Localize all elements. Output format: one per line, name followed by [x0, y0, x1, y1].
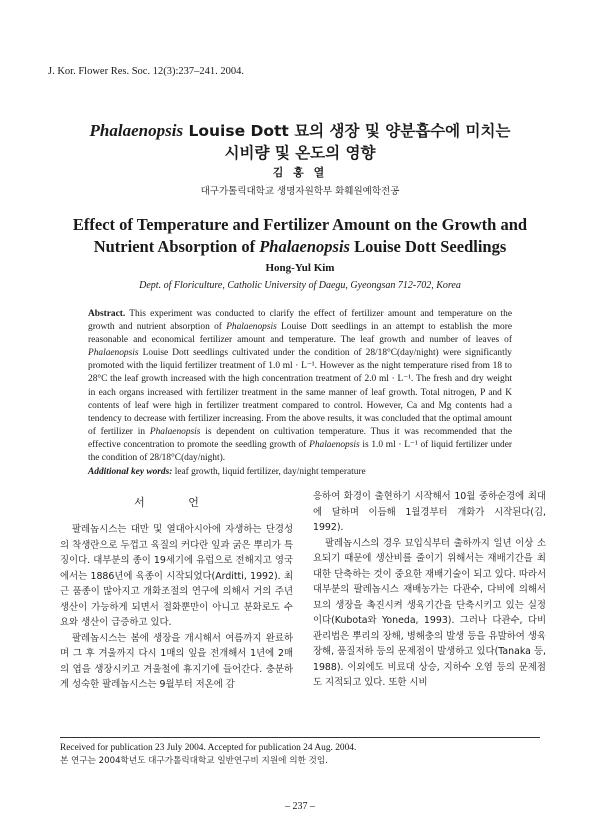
- left-paragraph-2: 팔레놉시스는 봄에 생장을 개시해서 여름까지 완료하며 그 후 겨울까지 다시 1매의 잎을 전개해서 1년에 2매의 엽을 생장시키고 겨울철에 휴지기에 들어간다. 충분하게 성숙한 팔레놉시스는 9월부터 저온에 감: [60, 632, 293, 690]
- footnote-divider: [60, 737, 540, 738]
- korean-title-line2: 시비량 및 온도의 영향: [224, 144, 376, 162]
- abstract-text-3: Louise Dott seedlings cultivated under the condition of 28/18°C(day/night) were significantly promoted with the liquid fertilizer treatment of 1.0 ml · L⁻¹. However as the night temperature rised from 18 to 28°C the leaf growth increased with the high concentration treatment of 2.0 ml · L⁻¹. The fresh and dry weight in each organs increased with fertilizer treatment in the same manner of leaf growth. Total nitrogen, P and K contents of leaf were high in fertilizer treatment compared to control. However, Ca and Mg contents had a tendency to decrease with fertilizer increasing. From the above results, it was concluded that the optimal amount of fertilizer in: [88, 348, 512, 437]
- abstract: [88, 308, 512, 465]
- page-number: – 237 –: [285, 801, 315, 812]
- footnotes: [60, 742, 356, 768]
- english-title: [0, 214, 600, 258]
- abstract-text-4: is dependent on cultivation temperature. Thus it was recommended that the effective concentration to promote the seedling growth of: [88, 426, 512, 450]
- left-paragraph-1: 팔레놉시스는 대만 및 열대아시아에 자생하는 단경성의 착생란으로 두껍고 육질의 커다란 잎과 굵은 뿌리가 특징이다. 대부분의 종이 19세기에 유럽으로 전해지고 영국에서는 1886년에 육종이 시작되었다(Arditti, 1992). 최근 품종이 많아지고 개화조절의 연구에 의해서 거의 주년생산이 가능하게 되면서 절화뿐만이 아니고 분화로도 수요와 생산이 급증하고 있다.: [60, 524, 293, 628]
- keywords: [88, 467, 512, 477]
- english-title-line2-pre: Nutrient Absorption of: [93, 237, 260, 256]
- korean-affiliation: 대구가톨릭대학교 생명자원학부 화훼원예학전공: [200, 186, 400, 197]
- abstract-italic-2: Phalaenopsis: [88, 348, 139, 359]
- keywords-text: leaf growth, liquid fertilizer, day/night temperature: [172, 467, 366, 477]
- abstract-text-1: This experiment was conducted to clarify the effect of fertilizer amount and temperature on the growth and nutrient absorption of: [88, 309, 512, 333]
- right-paragraph-1: 응하여 화경이 출현하기 시작해서 10월 중하순경에 최대에 달하며 이듬해 1월경부터 개화가 시작된다(김, 1992).: [313, 491, 546, 533]
- journal-citation: J. Kor. Flower Res. Soc. 12(3):237–241. 2004.: [48, 66, 244, 77]
- right-column: [313, 489, 546, 691]
- english-author: Hong-Yul Kim: [265, 262, 335, 274]
- received-note: Received for publication 23 July 2004. Accepted for publication 24 Aug. 2004.: [60, 743, 357, 753]
- english-title-italic: Phalaenopsis: [259, 237, 350, 256]
- abstract-italic-1: Phalaenopsis: [226, 322, 277, 333]
- korean-title-line1: Louise Dott 묘의 생장 및 양분흡수에 미치는: [183, 122, 511, 140]
- keywords-label: Additional key words:: [88, 467, 173, 477]
- korean-title-italic: Phalaenopsis: [89, 121, 184, 140]
- korean-title: [0, 120, 600, 164]
- abstract-text-5: is 1.0 ml · L⁻¹ of liquid fertilizer under the condition of 28/18°C(day/night).: [88, 439, 512, 464]
- abstract-italic-3: Phalaenopsis: [149, 426, 201, 437]
- funding-note: 본 연구는 2004학년도 대구가톨릭대학교 일반연구비 지원에 의한 것임.: [60, 756, 328, 766]
- abstract-text-2: Louise Dott seedlings in an attempt to establish the more reasonable and economical fertilizer amount and temperature. The leaf growth and number of leaves of: [88, 322, 512, 346]
- left-column: [60, 500, 293, 693]
- abstract-italic-4: Phalaenopsis: [309, 439, 360, 450]
- english-title-line2-post: Louise Dott Seedlings: [349, 237, 507, 256]
- section-heading-introduction: 서 언: [134, 496, 219, 509]
- abstract-label: Abstract.: [88, 309, 126, 319]
- english-affiliation: Dept. of Floriculture, Catholic University of Daegu, Gyeongsan 712-702, Korea: [139, 280, 461, 291]
- english-title-line1: Effect of Temperature and Fertilizer Amount on the Growth and: [72, 215, 528, 234]
- korean-author: 김 홍 열: [272, 166, 328, 179]
- right-paragraph-2: 팔레놉시스의 경우 묘입식부터 출하까지 일년 이상 소요되기 때문에 생산비를 줄이기 위해서는 재배기간을 최대한 단축하는 것이 중요한 재배기술이 되고 있다. 따라서 대부분의 팔레놉시스 재배농가는 다관수, 다비에 의해서 묘의 생장을 촉진시켜 생육기간을 단축시키고 있는 실정이다(Kubota와 Yoneda, 1993). 그러나 다관수, 다비 관리법은 뿌리의 장해, 병해충의 발생 등을 유발하여 생육장해, 품질저하 등의 문제점이 발생하고 있다(Tanaka 등, 1988). 이외에도 비료대 상승, 지하수 오염 등의 문제점도 지적되고 있다. 또한 시비: [313, 537, 546, 688]
